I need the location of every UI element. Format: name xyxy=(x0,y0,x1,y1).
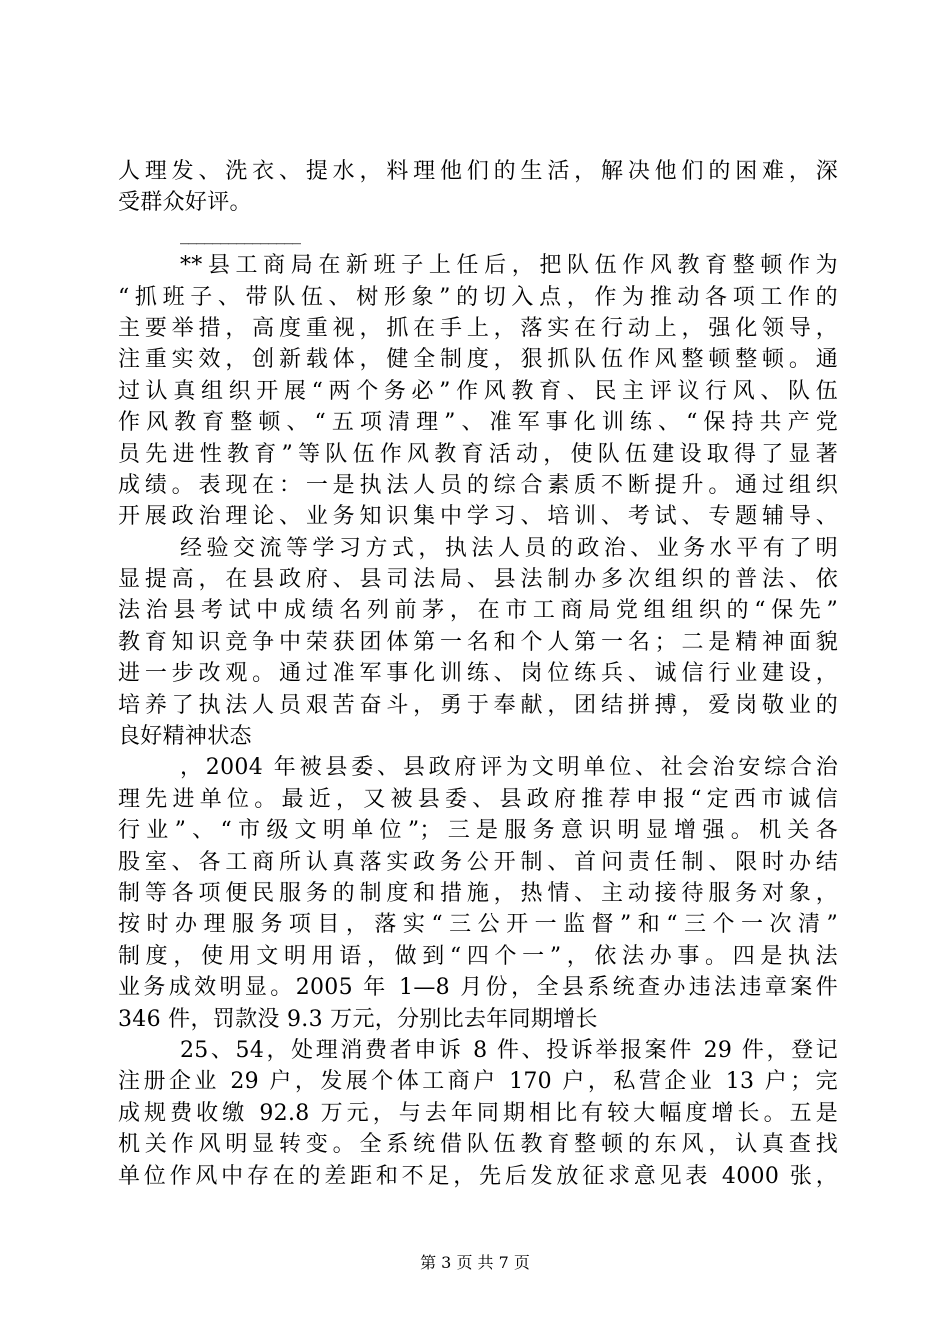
text-line: 25、54，处理消费者申诉 8 件、投诉举报案件 29 件，登记 xyxy=(180,1037,838,1063)
text-line: 良好精神状态 xyxy=(118,724,252,750)
text-line: 按时办理服务项目，落实“三公开一监督”和“三个一次清” xyxy=(118,912,838,938)
text-line: 注重实效，创新载体，健全制度，狠抓队伍作风整顿整顿。通 xyxy=(118,347,838,373)
text-line: 进一步改观。通过准军事化训练、岗位练兵、诚信行业建设， xyxy=(118,661,838,687)
text-line: 人理发、洗衣、提水，料理他们的生活，解决他们的困难，深 xyxy=(118,159,838,184)
text-line: 成规费收缴 92.8 万元，与去年同期相比有较大幅度增长。五是 xyxy=(118,1100,838,1126)
text-line: 主要举措，高度重视，抓在手上，落实在行动上，强化领导， xyxy=(118,315,838,341)
text-line: 注册企业 29 户，发展个体工商户 170 户，私营企业 13 户；完 xyxy=(118,1069,838,1095)
text-line: “抓班子、带队伍、树形象”的切入点，作为推动各项工作的 xyxy=(118,284,838,310)
text-line: 制度，使用文明用语，做到“四个一”，依法办事。四是执法 xyxy=(118,943,838,969)
text-line: 显提高，在县政府、县司法局、县法制办多次组织的普法、依 xyxy=(118,567,838,593)
text-line: 机关作风明显转变。全系统借队伍教育整顿的东风，认真查找 xyxy=(118,1132,838,1158)
text-line: 股室、各工商所认真落实政务公开制、首问责任制、限时办结 xyxy=(118,849,838,875)
text-line: 经验交流等学习方式，执法人员的政治、业务水平有了明 xyxy=(180,535,838,561)
text-line: 346 件，罚款没 9.3 万元，分别比去年同期增长 xyxy=(118,1006,598,1032)
text-line: ，2004 年被县委、县政府评为文明单位、社会治安综合治 xyxy=(180,755,838,781)
text-line: 制等各项便民服务的制度和措施，热情、主动接待服务对象， xyxy=(118,880,838,906)
separator-line: _______________ xyxy=(180,223,300,245)
text-line: 单位作风中存在的差距和不足，先后发放征求意见表 4000 张， xyxy=(118,1163,838,1189)
text-line: 开展政治理论、业务知识集中学习、培训、考试、专题辅导、 xyxy=(118,504,838,530)
text-line: 作风教育整顿、“五项清理”、准军事化训练、“保持共产党 xyxy=(118,410,838,436)
text-line: 教育知识竞争中荣获团体第一名和个人第一名；二是精神面貌 xyxy=(118,629,838,655)
text-line: 员先进性教育”等队伍作风教育活动，使队伍建设取得了显著 xyxy=(118,441,838,467)
text-line: 行业”、“市级文明单位”；三是服务意识明显增强。机关各 xyxy=(118,818,838,844)
text-line: 受群众好评。 xyxy=(118,190,252,216)
text-line: 法治县考试中成绩名列前茅，在市工商局党组组织的“保先” xyxy=(118,598,838,624)
text-line: **县工商局在新班子上任后，把队伍作风教育整顿作为 xyxy=(180,253,838,279)
page-number-footer: 第 3 页 共 7 页 xyxy=(420,1253,530,1272)
document-body xyxy=(118,156,838,1192)
text-line: 培养了执法人员艰苦奋斗，勇于奉献，团结拼搏，爱岗敬业的 xyxy=(118,692,838,718)
text-line: 成绩。表现在：一是执法人员的综合素质不断提升。通过组织 xyxy=(118,472,838,498)
text-line: 理先进单位。最近，又被县委、县政府推荐申报“定西市诚信 xyxy=(118,786,838,812)
text-line: 业务成效明显。2005 年 1—8 月份，全县系统查办违法违章案件 xyxy=(118,975,838,1001)
text-line: 过认真组织开展“两个务必”作风教育、民主评议行风、队伍 xyxy=(118,378,838,404)
